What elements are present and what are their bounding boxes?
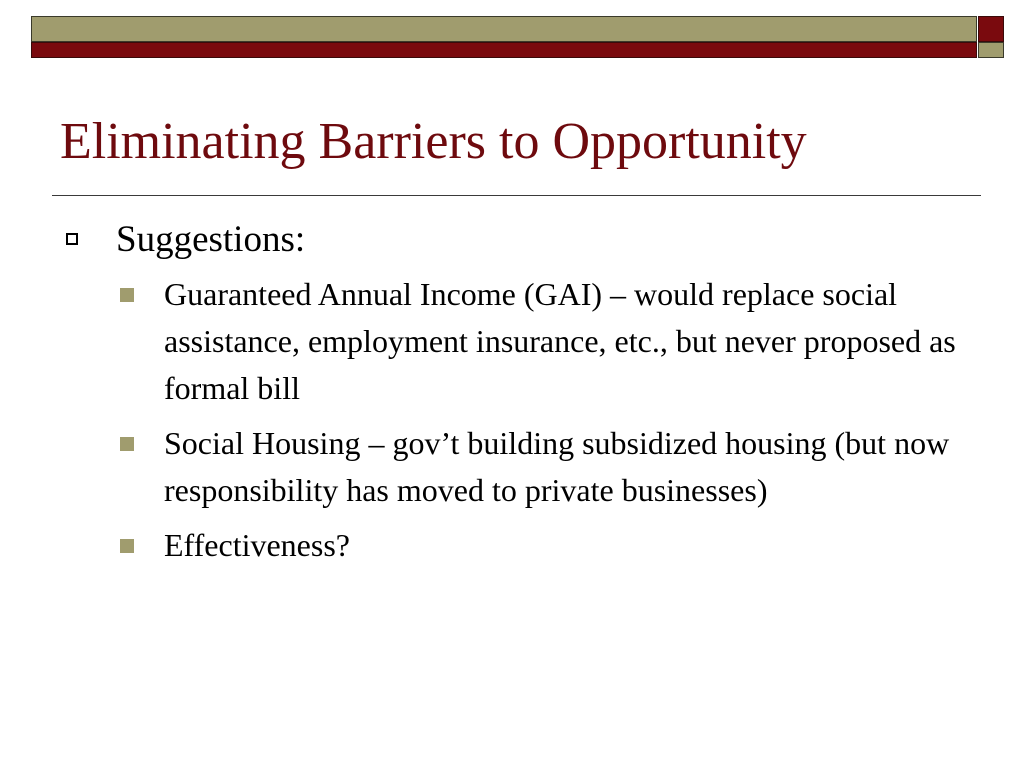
hollow-square-bullet-icon: [66, 233, 78, 245]
bullet-level1: [60, 215, 960, 265]
slide-title: Eliminating Barriers to Opportunity: [60, 113, 807, 170]
square-bullet-icon: [120, 437, 134, 451]
sub-bullet-text: Effectiveness?: [164, 527, 350, 563]
sub-bullet-item: [60, 420, 960, 514]
header-bar-maroon: [31, 42, 977, 58]
sub-bullet-item: [60, 271, 960, 412]
sub-bullet-item: [60, 522, 960, 569]
slide-body: [60, 215, 960, 577]
sub-bullet-text: Guaranteed Annual Income (GAI) – would replace social assistance, employment insurance, etc., but never proposed as formal bill: [164, 276, 956, 406]
header-corner-olive: [978, 42, 1004, 58]
title-divider: [52, 195, 981, 196]
square-bullet-icon: [120, 539, 134, 553]
bullet-text: Suggestions:: [116, 219, 306, 260]
square-bullet-icon: [120, 288, 134, 302]
sub-bullet-list: [60, 271, 960, 569]
sub-bullet-text: Social Housing – gov’t building subsidized housing (but now responsibility has moved to private businesses): [164, 425, 950, 508]
header-corner-maroon: [978, 16, 1004, 42]
header-bar-olive: [31, 16, 977, 42]
